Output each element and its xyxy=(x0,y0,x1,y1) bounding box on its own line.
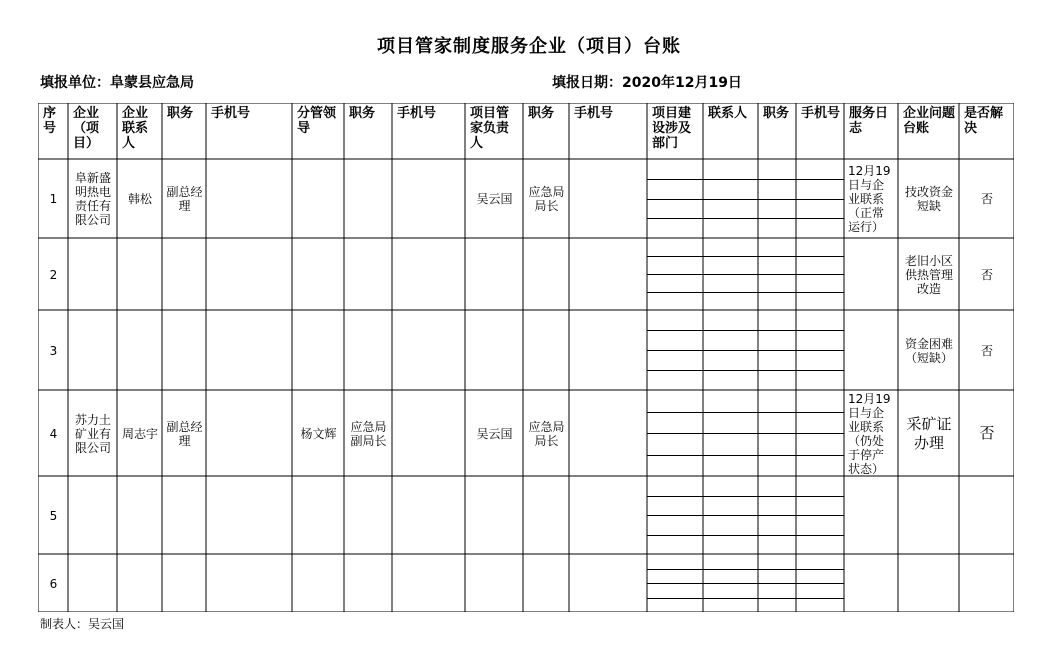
row-number-text: 1 xyxy=(49,192,58,206)
leader-name-text: 杨文辉 xyxy=(300,426,337,441)
contact-person xyxy=(118,239,162,310)
manager-phone xyxy=(570,311,647,390)
contact-title xyxy=(163,239,206,310)
header-leader-phone: 手机号 xyxy=(397,106,437,121)
leader-title-text: 应急局副局长 xyxy=(350,419,387,448)
resolved-status xyxy=(960,239,1014,310)
leader-title xyxy=(345,555,392,612)
contact-title-text: 副总经理 xyxy=(166,419,203,448)
leader-title xyxy=(345,160,392,238)
manager-title xyxy=(524,477,569,554)
header-contact-phone: 手机号 xyxy=(211,106,251,121)
contact-person xyxy=(118,477,162,554)
header-dept-title: 职务 xyxy=(763,106,790,121)
manager-name xyxy=(466,311,523,390)
row-number xyxy=(39,160,68,238)
issue-ledger-text: 技改资金短缺 xyxy=(904,185,953,213)
header-resolved: 是否解决 xyxy=(964,106,1004,136)
manager-title xyxy=(524,555,569,612)
row-number xyxy=(39,555,68,612)
service-log xyxy=(845,477,898,554)
contact-phone xyxy=(207,239,292,310)
header-leader-title: 职务 xyxy=(349,106,376,121)
row-number-text: 5 xyxy=(49,508,58,523)
leader-title xyxy=(345,239,392,310)
row-number-text: 2 xyxy=(49,267,58,282)
manager-name xyxy=(466,239,523,310)
manager-title xyxy=(524,160,569,238)
header-issue-ledger: 企业问题台账 xyxy=(903,106,956,136)
leader-phone xyxy=(393,477,465,554)
contact-person xyxy=(118,160,162,238)
row-number-text: 6 xyxy=(49,576,58,591)
issue-ledger xyxy=(899,239,959,310)
service-log xyxy=(845,239,898,310)
header-manager-phone: 手机号 xyxy=(574,106,614,121)
manager-title xyxy=(524,239,569,310)
contact-title-text: 副总经理 xyxy=(166,185,203,213)
leader-phone xyxy=(393,555,465,612)
header-leader: 分管领导 xyxy=(297,106,337,136)
header-company: 企业（项目） xyxy=(73,106,100,151)
issue-ledger xyxy=(899,477,959,554)
issue-ledger xyxy=(899,391,959,476)
service-log-text: 12月19日与企业联系（正常运行） xyxy=(848,164,891,234)
header-dept-phone: 手机号 xyxy=(801,106,841,121)
manager-name-text: 吴云国 xyxy=(476,426,513,441)
issue-ledger-text: 老旧小区供热管理改造 xyxy=(904,253,953,296)
resolved-status xyxy=(960,391,1014,476)
leader-phone xyxy=(393,391,465,476)
manager-title-text: 应急局局长 xyxy=(528,185,565,213)
manager-name xyxy=(466,555,523,612)
issue-ledger xyxy=(899,160,959,238)
leader-title xyxy=(345,391,392,476)
company-name-text: 苏力土矿业有限公司 xyxy=(74,412,111,455)
contact-phone xyxy=(207,311,292,390)
leader-phone xyxy=(393,160,465,238)
manager-title xyxy=(524,391,569,476)
contact-phone xyxy=(207,555,292,612)
company-name xyxy=(69,239,117,310)
resolved-status xyxy=(960,311,1014,390)
service-log xyxy=(845,555,898,612)
resolved-status xyxy=(960,160,1014,238)
header-departments: 项目建设涉及部门 xyxy=(652,106,692,151)
table-author: 制表人：吴云国 xyxy=(40,617,125,631)
service-log xyxy=(845,160,898,238)
ledger-table xyxy=(38,103,1014,612)
company-name xyxy=(69,477,117,554)
manager-phone xyxy=(570,239,647,310)
row-number-text: 4 xyxy=(49,426,58,441)
contact-title xyxy=(163,477,206,554)
filing-date: 填报日期：2020年12月19日 xyxy=(552,75,742,91)
filing-unit: 填报单位：阜蒙县应急局 xyxy=(40,75,194,91)
contact-title xyxy=(163,391,206,476)
contact-title xyxy=(163,555,206,612)
manager-name-text: 吴云国 xyxy=(476,192,513,206)
header-seq: 序号 xyxy=(43,106,57,136)
issue-ledger-text: 资金困难（短缺） xyxy=(904,336,953,365)
header-service-log: 服务日志 xyxy=(849,106,889,136)
leader-name xyxy=(293,391,344,476)
resolved-status-text: 否 xyxy=(980,192,993,206)
resolved-status xyxy=(960,555,1014,612)
row-number xyxy=(39,391,68,476)
manager-title-text: 应急局局长 xyxy=(528,419,565,448)
leader-phone xyxy=(393,311,465,390)
contact-phone xyxy=(207,391,292,476)
service-log xyxy=(845,391,898,476)
manager-phone xyxy=(570,477,647,554)
contact-title xyxy=(163,160,206,238)
header-dept-contact: 联系人 xyxy=(708,106,748,121)
leader-title xyxy=(345,311,392,390)
leader-title xyxy=(345,477,392,554)
manager-phone xyxy=(570,391,647,476)
contact-person xyxy=(118,311,162,390)
page-title: 项目管家制度服务企业（项目）台账 xyxy=(377,36,681,57)
company-name xyxy=(69,555,117,612)
contact-title xyxy=(163,311,206,390)
leader-name xyxy=(293,160,344,238)
resolved-status-text: 否 xyxy=(980,267,993,282)
service-log-text: 12月19日与企业联系（仍处于停产状态） xyxy=(848,391,891,476)
resolved-status xyxy=(960,477,1014,554)
manager-name xyxy=(466,160,523,238)
contact-person xyxy=(118,555,162,612)
header-manager: 项目管家负责人 xyxy=(470,106,510,151)
issue-ledger-text: 采矿证办理 xyxy=(906,414,952,452)
manager-phone xyxy=(570,160,647,238)
issue-ledger xyxy=(899,555,959,612)
header-contact-title: 职务 xyxy=(167,106,194,121)
manager-name xyxy=(466,477,523,554)
header-contact: 企业联系人 xyxy=(122,106,149,151)
header-manager-title: 职务 xyxy=(528,106,555,121)
contact-person-text: 韩松 xyxy=(127,192,152,206)
service-log xyxy=(845,311,898,390)
leader-phone xyxy=(393,239,465,310)
company-name-text: 阜新盛明热电责任有限公司 xyxy=(74,171,111,227)
contact-person xyxy=(118,391,162,476)
leader-name xyxy=(293,239,344,310)
leader-name xyxy=(293,311,344,390)
company-name xyxy=(69,160,117,238)
manager-name xyxy=(466,391,523,476)
resolved-status-text: 否 xyxy=(979,424,995,442)
issue-ledger xyxy=(899,311,959,390)
contact-phone xyxy=(207,160,292,238)
row-number xyxy=(39,477,68,554)
company-name xyxy=(69,391,117,476)
manager-title xyxy=(524,311,569,390)
row-number xyxy=(39,239,68,310)
leader-name xyxy=(293,555,344,612)
resolved-status-text: 否 xyxy=(980,343,993,358)
row-number xyxy=(39,311,68,390)
company-name xyxy=(69,311,117,390)
manager-phone xyxy=(570,555,647,612)
leader-name xyxy=(293,477,344,554)
row-number-text: 3 xyxy=(49,343,58,358)
contact-phone xyxy=(207,477,292,554)
contact-person-text: 周志宇 xyxy=(121,426,158,441)
